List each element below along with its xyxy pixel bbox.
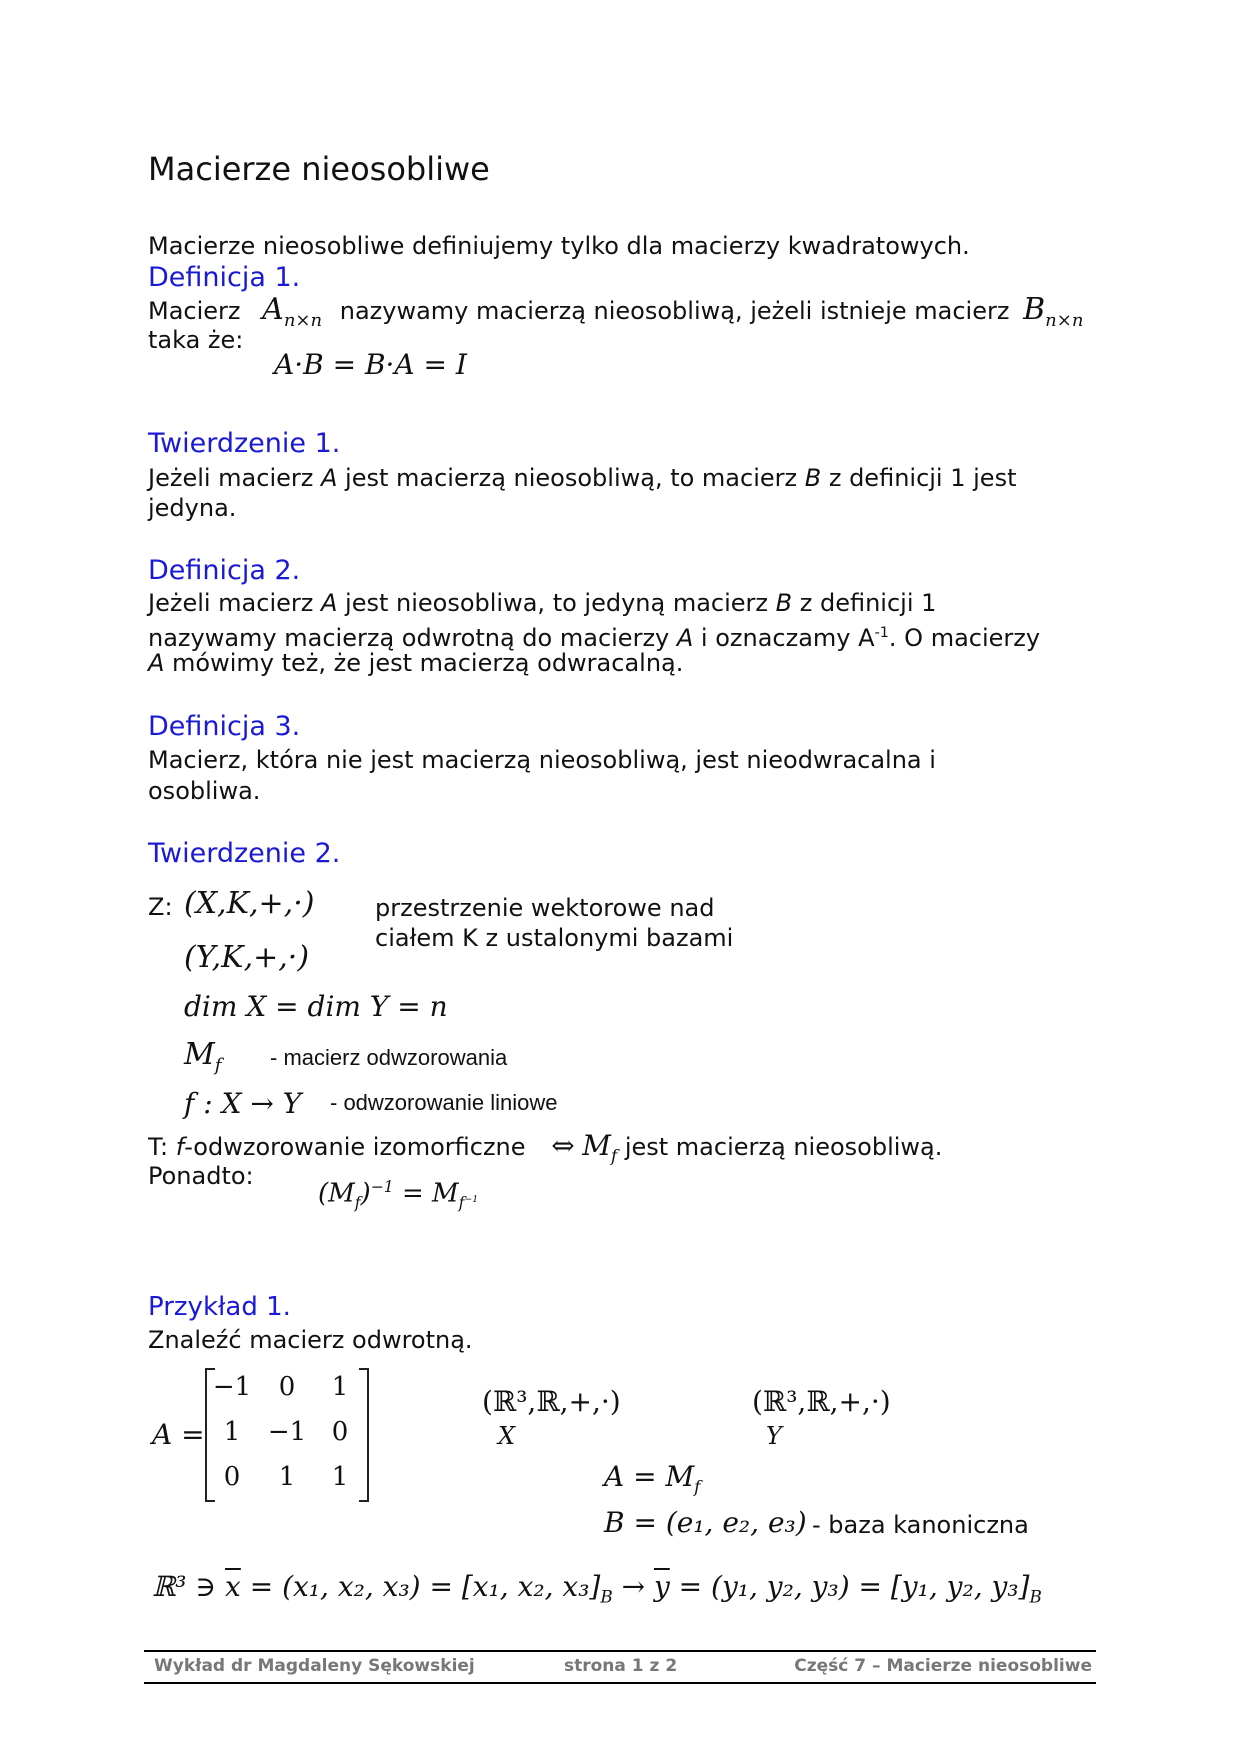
space-label-x: X bbox=[498, 1422, 516, 1450]
footer-author: Wykład dr Magdaleny Sękowskiej bbox=[154, 1656, 475, 1676]
matrix-cell: 1 bbox=[223, 1417, 241, 1447]
tw1-heading: Twierdzenie 1. bbox=[148, 428, 341, 459]
tw1-line2: jedyna. bbox=[148, 494, 237, 522]
ex1-task: Znaleźć macierz odwrotną. bbox=[148, 1326, 473, 1354]
basis-desc: - baza kanoniczna bbox=[812, 1511, 1029, 1539]
matrix-b-symbol: $B_{n\times n}$ bbox=[1023, 292, 1084, 331]
map-desc: - odwzorowanie liniowe bbox=[330, 1090, 558, 1115]
space-r3-y: (ℝ³,ℝ,+,·) bbox=[752, 1385, 891, 1418]
def2-line2: nazywamy macierzą odwrotną do macierzy A i oznaczamy $A^{-1}$. O macierzy bbox=[148, 624, 1041, 652]
space-y: (Y,K,+,·) bbox=[184, 940, 310, 975]
tw2-z-label: Z: bbox=[148, 893, 173, 921]
map-formula: f : X → Y bbox=[184, 1087, 302, 1120]
space-x: (X,K,+,·) bbox=[184, 886, 315, 921]
basis-formula: B = (e₁, e₂, e₃) bbox=[604, 1506, 807, 1539]
def1-line2: taka że: bbox=[148, 326, 244, 354]
tw2-thesis: T: f-odwzorowanie izomorficzne ⇔ $M_f$ jest macierzą nieosobliwą. bbox=[148, 1129, 943, 1166]
ex1-heading: Przykład 1. bbox=[148, 1292, 291, 1322]
matrix-cell: 1 bbox=[331, 1462, 349, 1492]
def1-line1: Macierz $A_{n\times n}$ nazywamy macierzą nieosobliwą, jeżeli istnieje macierz $B_{n\times n}$ bbox=[148, 292, 1084, 331]
matrix-cell: 1 bbox=[278, 1462, 296, 1492]
mf-desc: - macierz odwzorowania bbox=[270, 1045, 508, 1070]
space-r3-x: (ℝ³,ℝ,+,·) bbox=[482, 1385, 621, 1418]
mf-symbol: $M_f$ bbox=[184, 1037, 222, 1076]
def2-heading: Definicja 2. bbox=[148, 555, 301, 586]
inverse-formula: $(M_f)^{-1} = M_{f^{-1}}$ bbox=[318, 1178, 479, 1212]
matrix-cell: 0 bbox=[223, 1462, 241, 1492]
tw1-line1: Jeżeli macierz A jest macierzą nieosobliwą, to macierz B z definicji 1 jest bbox=[148, 464, 1017, 492]
vector-mapping: ℝ³ ∋ $\overline{x} = (x_1$, x₂, x₃) = [x₁, x₂, $x_3]_B \to \overline{y} = (y_1$, y₂, y₃) = [y₁, y₂, $y_3]_B$ bbox=[152, 1570, 1042, 1607]
matrix-a-symbol: $A_{n\times n}$ bbox=[262, 292, 323, 331]
def3-line2: osobliwa. bbox=[148, 777, 261, 805]
matrix-cell: −1 bbox=[212, 1372, 252, 1402]
space-label-y: Y bbox=[766, 1422, 782, 1450]
a-equals-mf: $A = M_f$ bbox=[604, 1460, 701, 1497]
page-footer bbox=[144, 1650, 1096, 1684]
matrix-cell: −1 bbox=[267, 1417, 307, 1447]
footer-chapter: Część 7 – Macierze nieosobliwe bbox=[794, 1656, 1092, 1676]
tw2-desc2: ciałem K z ustalonymi bazami bbox=[375, 924, 734, 952]
intro-text: Macierze nieosobliwe definiujemy tylko dla macierzy kwadratowych. bbox=[148, 232, 970, 260]
def1-heading: Definicja 1. bbox=[148, 262, 301, 293]
tw2-desc1: przestrzenie wektorowe nad bbox=[375, 894, 715, 922]
tw2-heading: Twierdzenie 2. bbox=[148, 838, 341, 869]
def2-line1: Jeżeli macierz A jest nieosobliwa, to jedyną macierz B z definicji 1 bbox=[148, 589, 937, 617]
def1-formula: A·B = B·A = I bbox=[274, 348, 467, 381]
page-title: Macierze nieosobliwe bbox=[148, 150, 490, 188]
def3-line1: Macierz, która nie jest macierzą nieosobliwą, jest nieodwracalna i bbox=[148, 746, 936, 774]
dim-equation: dim X = dim Y = n bbox=[184, 990, 448, 1023]
matrix-a-label: A = bbox=[152, 1418, 205, 1451]
ponadto-label: Ponadto: bbox=[148, 1162, 254, 1190]
def2-line3: A mówimy też, że jest macierzą odwracalną. bbox=[148, 649, 684, 677]
footer-page-number: strona 1 z 2 bbox=[564, 1656, 678, 1676]
matrix-cell: 1 bbox=[331, 1372, 349, 1402]
def3-heading: Definicja 3. bbox=[148, 711, 301, 742]
matrix-a bbox=[205, 1370, 369, 1500]
matrix-cell: 0 bbox=[278, 1372, 296, 1402]
matrix-cell: 0 bbox=[331, 1417, 349, 1447]
